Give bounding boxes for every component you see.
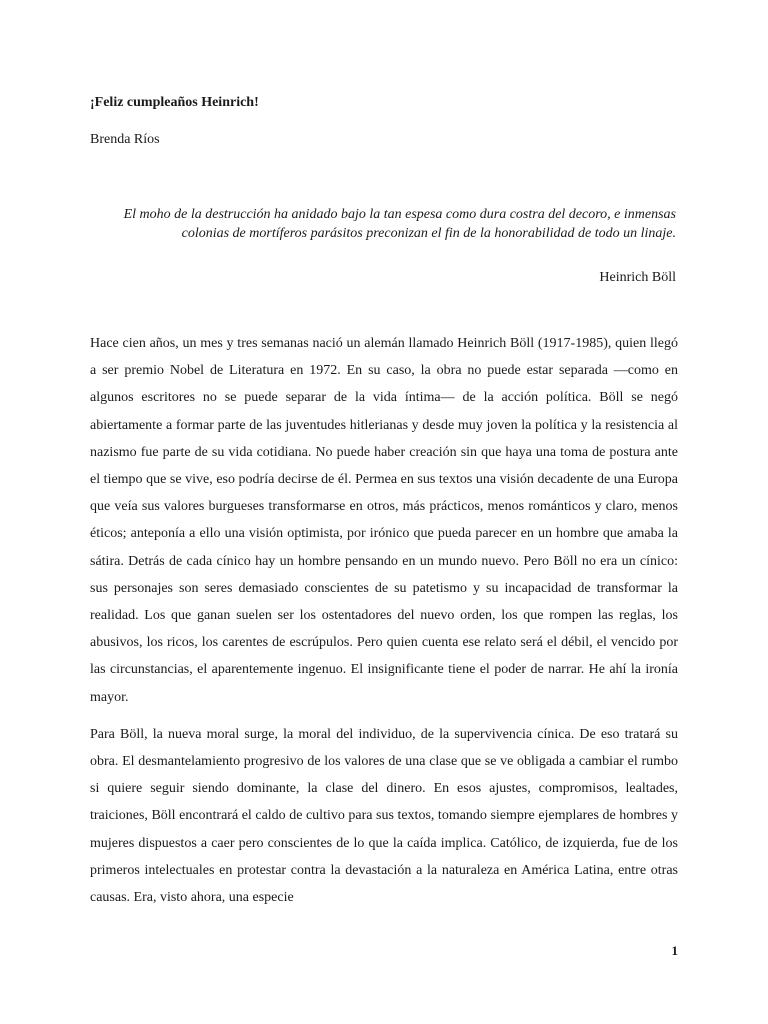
body-paragraph: Hace cien años, un mes y tres semanas nació un alemán llamado Heinrich Böll (1917-1985), quien llegó a ser premio Nobel de Literatura en 1972. En su caso, la obra no puede estar separada —como en algunos escritores no se puede separar de la vida íntima— de la acción política. Böll se negó abiertamente a formar parte de las juventudes hitlerianas y desde muy joven la política y la resistencia al nazismo fue parte de su vida cotidiana. No puede haber creación sin que haya una toma de postura ante el tiempo que se vive, eso podría decirse de él. Permea en sus textos una visión decadente de una Europa que veía sus valores burgueses transformarse en otros, más prácticos, menos románticos y claro, menos éticos; anteponía a ello una visión optimista, por irónico que pueda parecer en un hombre que amaba la sátira. Detrás de cada cínico hay un hombre pensando en un mundo nuevo. Pero Böll no era un cínico: sus personajes son seres demasiado conscientes de su patetismo y su incapacidad de transformar la realidad. Los que ganan suelen ser los ostentadores del nuevo orden, los que rompen las reglas, los abusivos, los ricos, los carentes de escrúpulos. Pero quien cuenta ese relato será el débil, el vencido por las circunstancias, el aparentemente ingenuo. El insignificante tiene el poder de narrar. He ahí la ironía mayor. xyxy=(90,336,678,705)
author-name: Brenda Ríos xyxy=(90,132,160,147)
article-body xyxy=(90,330,678,921)
page-number: 1 xyxy=(671,943,678,958)
document-title: ¡Feliz cumpleaños Heinrich! xyxy=(90,95,259,110)
body-paragraph: Para Böll, la nueva moral surge, la moral del individuo, de la supervivencia cínica. De eso tratará su obra. El desmantelamiento progresivo de los valores de una clase que se ve obligada a cambiar el rumbo si quiere seguir siendo dominante, la clase del dinero. En esos ajustes, compromisos, lealtades, traiciones, Böll encontrará el caldo de cultivo para sus textos, tomando siempre ejemplares de hombres y mujeres dispuestos a caer pero conscientes de lo que la caída implica. Católico, de izquierda, fue de los primeros intelectuales en protestar contra la devastación a la naturaleza en América Latina, entre otras causas. Era, visto ahora, una especie xyxy=(90,726,678,906)
epigraph-quote: El moho de la destrucción ha anidado bajo la tan espesa como dura costra del decoro, e inmensas colonias de mortíferos parásitos preconizan el fin de la honorabilidad de todo un linaje. xyxy=(123,207,676,241)
epigraph-attribution: Heinrich Böll xyxy=(599,270,676,285)
